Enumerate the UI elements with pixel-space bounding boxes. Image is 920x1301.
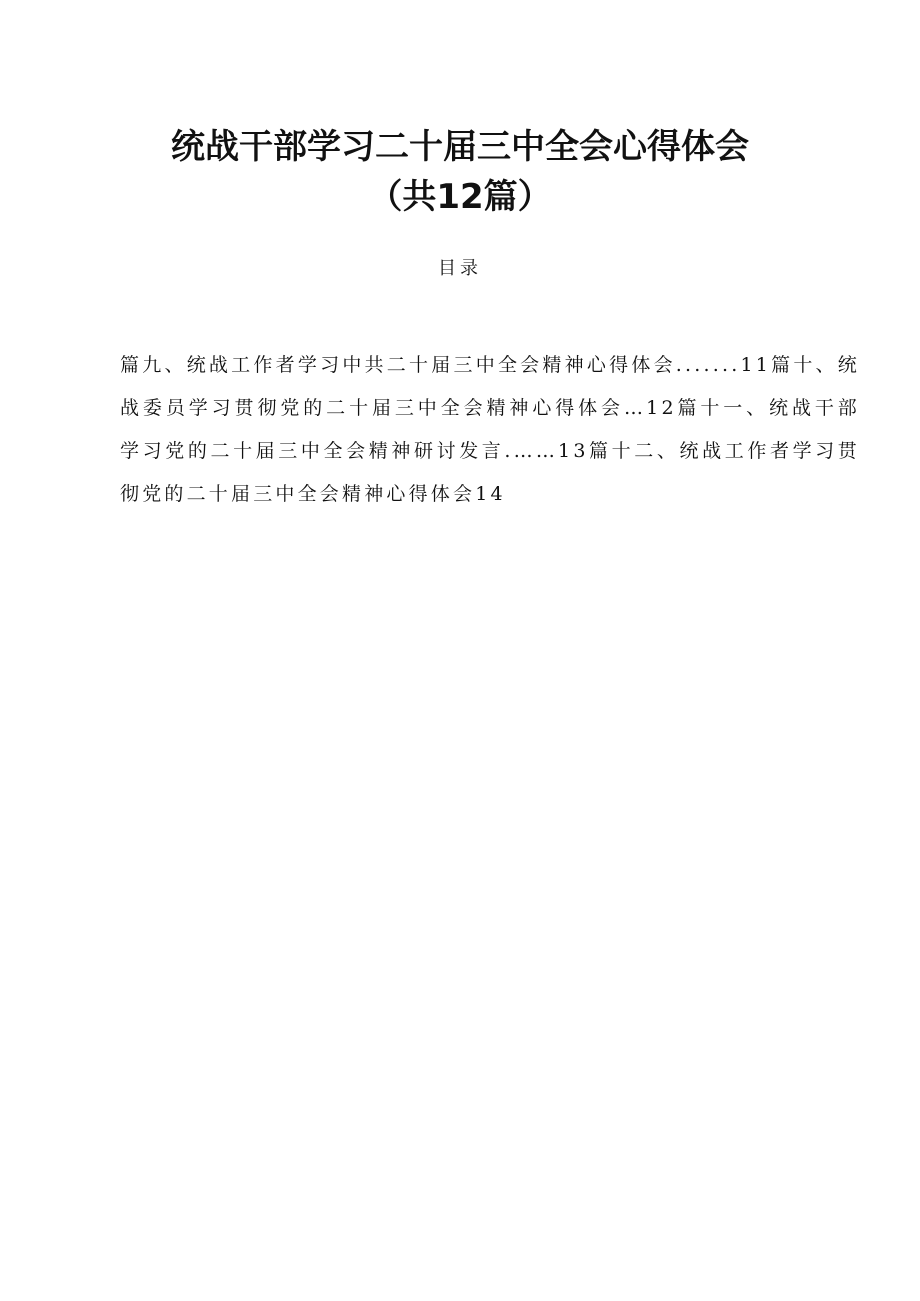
toc-entry-10[interactable]: 篇十、统战委员学习贯彻党的二十届三中全会精神心得体会…12 [120, 354, 860, 419]
toc-entry-9[interactable]: 篇九、统战工作者学习中共二十届三中全会精神心得体会.......11 [120, 354, 772, 376]
toc-entry-11[interactable]: 篇十一、统战干部学习党的二十届三中全会精神研讨发言.……13 [120, 397, 860, 462]
toc-entry-12[interactable]: 篇十二、统战工作者学习贯彻党的二十届三中全会精神心得体会14 [120, 440, 860, 505]
toc-heading: 目录 [438, 258, 482, 279]
document-title: 统战干部学习二十届三中全会心得体会（共12篇） [171, 127, 749, 217]
toc-list [120, 344, 860, 516]
